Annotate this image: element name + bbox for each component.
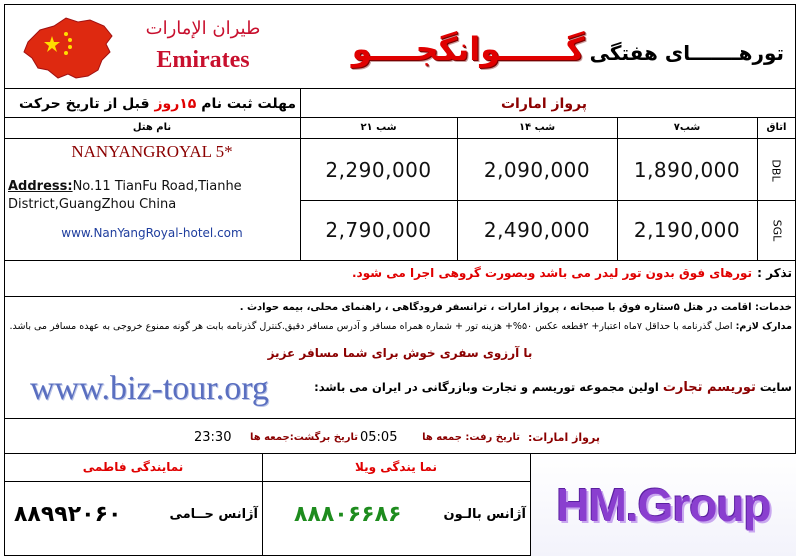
nights-21-header: ۲۱ شب [360,122,397,133]
address-label: Address: [8,179,73,194]
fatemi-phone: ۸۸۹۹۲۰۶۰ [14,501,122,527]
emirates-logo [128,12,278,82]
price-sgl-7: 2,190,000 [633,218,741,242]
header-divider [4,88,796,89]
registration-days: ۱۵روز [154,96,197,112]
price-sgl-14: 2,490,000 [483,218,591,242]
table-row-divider-2 [4,138,796,139]
hm-group-logo [531,454,796,556]
price-dbl-21: 2,290,000 [325,158,432,182]
hotel-address [8,178,296,214]
hotel-website[interactable]: www.NanYangRoyal-hotel.com [61,226,243,240]
site-brand: توریسم تجارت [662,380,756,395]
site-text-before: سایت [759,380,792,394]
hotel-header: نام هتل [132,122,172,133]
page-title [284,24,784,74]
documents-text: اصل گذرنامه با حداقل ۷ماه اعتبار+ ۲قطعه عکس ۵۰%+ هزینه تور + شماره همراه مسافر و آدرس مسافر دقیق.کنترل گذرنامه بابت هر گونه ممنوع خروجی به عهده مسافر می باشد. [9,321,733,332]
header-band [4,4,796,88]
viola-name: آژانس بالـون [443,506,526,522]
site-url[interactable]: www.biz-tour.org [30,370,269,407]
registration-deadline: مهلت ثبت نام ۱۵روز قبل از تاریخ حرکت [19,96,296,112]
nights-7-header: ۷شب [673,122,701,133]
return-time: 23:30 [194,430,232,445]
return-label: تاریخ برگشت:جمعه ها [249,432,358,443]
fatemi-agency [14,494,258,534]
fatemi-title: نمایندگی فاطمی [82,460,184,474]
services-label: خدمات: [755,302,792,313]
fatemi-name: آژانس حــامی [169,506,258,522]
schedule-flight-label: پرواز امارات: [527,431,600,444]
services-section [8,299,792,317]
site-divider [4,418,796,419]
hotel-info-cell [8,140,296,258]
room-type-sgl [757,201,796,259]
hm-group-logo-text: HM.Group [556,479,771,531]
address-text: No.11 TianFu Road,Tianhe District,GuangZhou China [8,179,242,212]
price-sgl-21: 2,790,000 [325,218,432,242]
departure-time: 05:05 [360,430,398,445]
emirates-arabic-script: طيران الإمارات [145,18,261,39]
documents-label: مدارک لازم: [735,321,792,332]
site-description [314,376,792,398]
room-type-sgl-label: SGL [769,219,783,241]
viola-phone: ۸۸۸۰۶۶۸۶ [294,501,402,527]
china-flag-map [18,12,118,84]
price-dbl-14: 2,090,000 [483,158,591,182]
viola-agency [294,494,526,534]
room-type-dbl [757,140,796,200]
price-dbl-7: 1,890,000 [633,158,741,182]
note-text: تورهای فوق بدون تور لیدر می باشد وبصورت گروهی اجرا می شود. [351,266,753,280]
nights-14-header: ۱۴ شب [518,122,556,133]
table-bottom-border [4,260,796,261]
room-type-dbl-label: DBL [770,158,783,182]
viola-title: نما یندگی ویلا [355,460,437,474]
emirates-wordmark: Emirates [156,47,250,73]
site-text-after: اولین مجموعه توریسم و تجارت وبازرگانی در ایران می باشد: [314,380,659,394]
agency-title-divider [4,481,530,482]
title-prefix: تورهـــــــای هفتگی [589,41,784,65]
wish-text: با آرزوی سفری خوش برای شما مسافر عزیز [267,346,533,360]
note-section [8,262,792,282]
note-divider [4,296,796,297]
departure-label: تاریخ رفت: جمعه ها [422,432,520,443]
flight-label: پرواز امارات [500,96,588,112]
note-label: تذکر : [757,266,792,280]
hotel-name: NANYANGROYAL 5* [71,142,233,161]
room-header: اتاق [766,122,787,133]
services-text: اقامت در هتل ۵ستاره فوق با صبحانه ، پرواز امارات ، ترانسفر فرودگاهی ، راهنمای محلی، بیمه حوادث . [239,302,752,313]
title-city: گــــــوانگجــــو [351,30,585,68]
